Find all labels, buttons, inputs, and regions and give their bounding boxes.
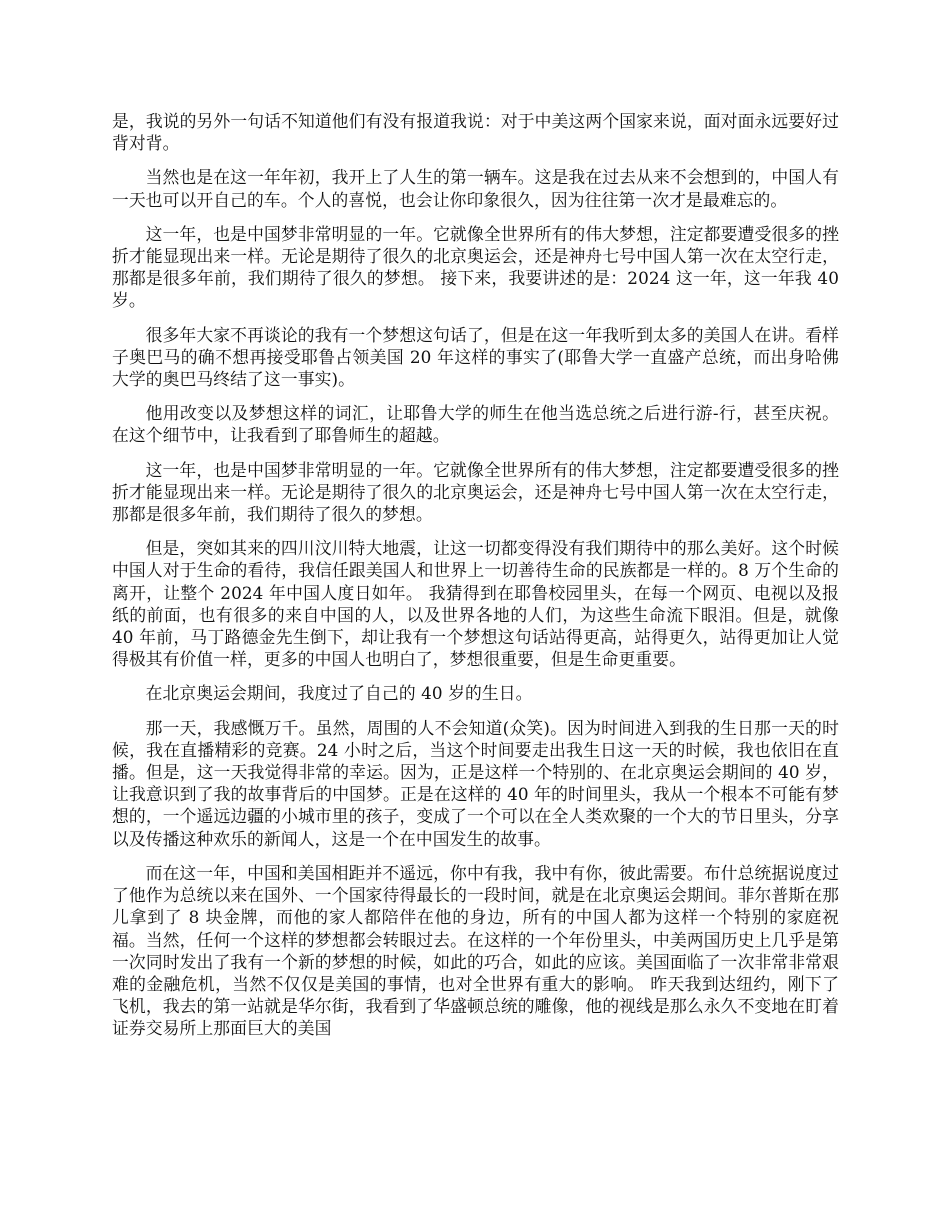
- paragraph-10: 而在这一年，中国和美国相距并不遥远，你中有我，我中有你，彼此需要。布什总统据说度过了他作为总统以来在国外、一个国家待得最长的一段时间，就是在北京奥运会期间。菲尔普斯在那儿拿到了 8 块金牌，而他的家人都陪伴在他的身边，所有的中国人都为这样一个特别的家庭祝福。当然，任何一个这样的梦想都会转眼过去。在这样的一个年份里头，中美两国历史上几乎是第一次同时发出了我有一个新的梦想的时候，如此的巧合，如此的应该。美国面临了一次非常非常艰难的金融危机，当然不仅仅是美国的事情，也对全世界有重大的影响。 昨天我到达纽约，刚下了飞机，我去的第一站就是华尔街，我看到了华盛顿总统的雕像，他的视线是那么永久不变地在盯着证券交易所上那面巨大的美国: [112, 862, 839, 1039]
- paragraph-8: 在北京奥运会期间，我度过了自己的 40 岁的生日。: [145, 683, 533, 704]
- paragraph-4: 很多年大家不再谈论的我有一个梦想这句话了，但是在这一年我听到太多的美国人在讲。看样子奥巴马的确不想再接受耶鲁占领美国 20 年这样的事实了(耶鲁大学一直盛产总统，而出身哈佛大学的奥巴马终结了这一事实)。: [112, 324, 839, 390]
- document-body: [112, 110, 839, 1052]
- paragraph-5: 他用改变以及梦想这样的词汇，让耶鲁大学的师生在他当选总统之后进行游-行，甚至庆祝。在这个细节中，让我看到了耶鲁师生的超越。: [112, 403, 839, 446]
- paragraph-9: 那一天，我感慨万千。虽然，周围的人不会知道(众笑)。因为时间进入到我的生日那一天的时候，我在直播精彩的竞赛。24 小时之后，当这个时间要走出我生日这一天的时候，我也依旧在直播。但是，这一天我觉得非常的幸运。因为，正是这样一个特别的、在北京奥运会期间的 40 岁，让我意识到了我的故事背后的中国梦。正是在这样的 40 年的时间里头，我从一个根本不可能有梦想的，一个遥远边疆的小城市里的孩子，变成了一个可以在全人类欢聚的一个大的节日里头，分享以及传播这种欢乐的新闻人，这是一个在中国发生的故事。: [112, 717, 839, 849]
- paragraph-2: 当然也是在这一年年初，我开上了人生的第一辆车。这是我在过去从来不会想到的，中国人有一天也可以开自己的车。个人的喜悦，也会让你印象很久，因为往往第一次才是最难忘的。: [112, 167, 839, 210]
- paragraph-6: 这一年，也是中国梦非常明显的一年。它就像全世界所有的伟大梦想，注定都要遭受很多的挫折才能显现出来一样。无论是期待了很久的北京奥运会，还是神舟七号中国人第一次在太空行走，那都是很多年前，我们期待了很久的梦想。: [112, 459, 839, 525]
- paragraph-1: 是，我说的另外一句话不知道他们有没有报道我说：对于中美这两个国家来说，面对面永远要好过背对背。: [112, 111, 839, 154]
- paragraph-7: 但是，突如其来的四川汶川特大地震，让这一切都变得没有我们期待中的那么美好。这个时候中国人对于生命的看待，我信任跟美国人和世界上一切善待生命的民族都是一样的。8 万个生命的离开，让整个 2024 年中国人度日如年。 我猜得到在耶鲁校园里头，在每一个网页、电视以及报纸的前面，也有很多的来自中国的人，以及世界各地的人们，为这些生命流下眼泪。但是，就像 40 年前，马丁路德金先生倒下，却让我有一个梦想这句话站得更高，站得更久，站得更加让人觉得极其有价值一样，更多的中国人也明白了，梦想很重要，但是生命更重要。: [112, 538, 839, 670]
- paragraph-3: 这一年，也是中国梦非常明显的一年。它就像全世界所有的伟大梦想，注定都要遭受很多的挫折才能显现出来一样。无论是期待了很久的北京奥运会，还是神舟七号中国人第一次在太空行走，那都是很多年前，我们期待了很久的梦想。 接下来，我要讲述的是：2024 这一年，这一年我 40 岁。: [112, 223, 839, 311]
